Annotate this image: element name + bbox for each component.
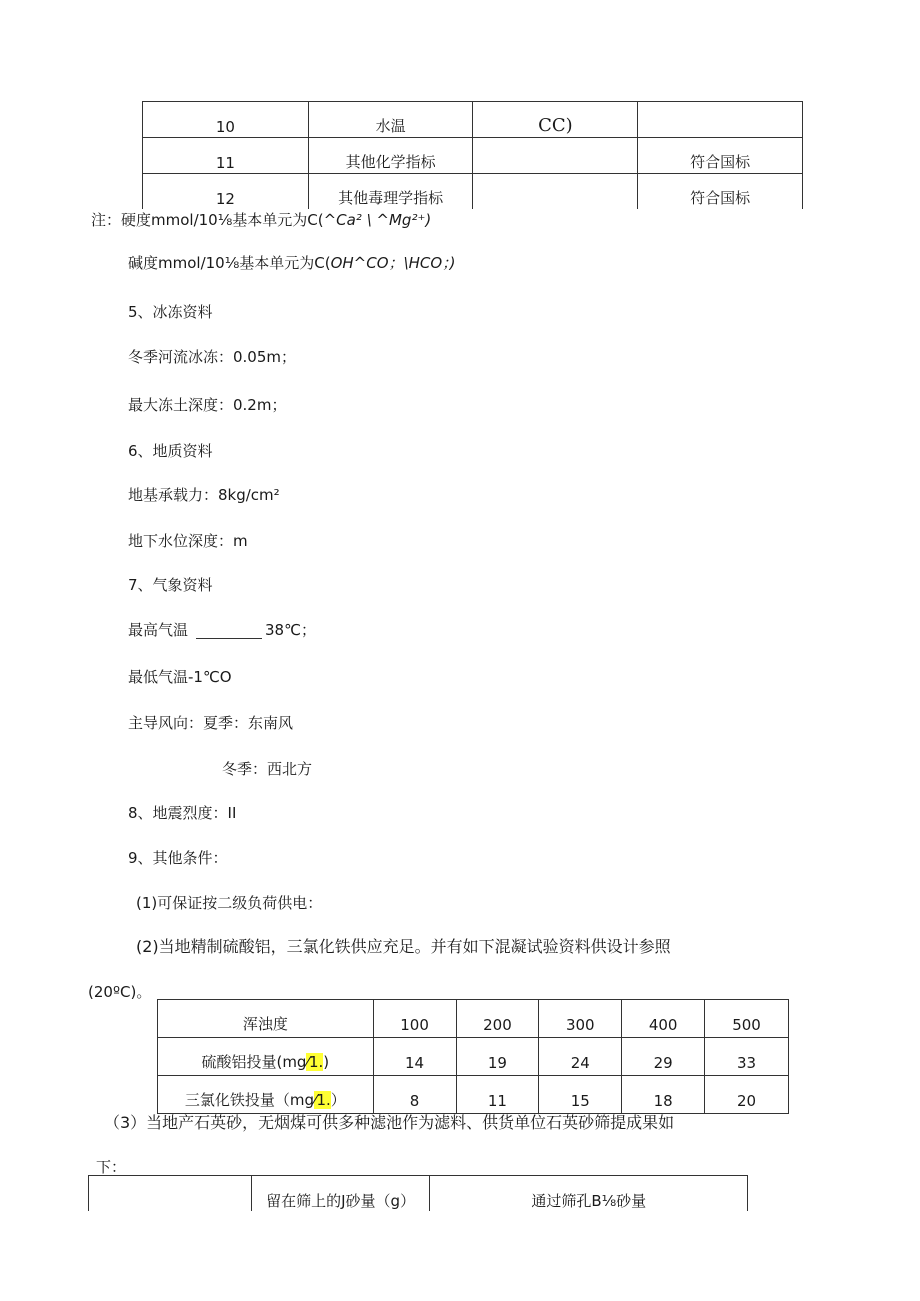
row-item: 水温 <box>308 102 473 138</box>
filter-media-note-cont: 下： <box>96 1158 127 1176</box>
coagulation-table <box>157 999 789 1114</box>
filter-media-note: （3）当地产石英砂，无烟煤可供多种滤池作为滤料、供货单位石英砂筛提成果如 <box>104 1113 675 1132</box>
blank-underline <box>196 623 262 639</box>
frozen-soil-depth: 最大冻土深度：0.2m； <box>128 396 287 414</box>
dose-value: 20 <box>705 1076 789 1114</box>
sieve-col-blank <box>89 1176 252 1212</box>
row-number: 10 <box>143 102 309 138</box>
sieve-col-retained: 留在筛上的J砂量（g） <box>251 1176 430 1212</box>
dose-label: 硫酸铝投量(mg⁄1.) <box>158 1038 374 1076</box>
water-quality-table <box>142 101 803 209</box>
wind-winter: 冬季：西北方 <box>222 760 313 778</box>
row-item: 其他毒理学指标 <box>308 174 473 210</box>
dose-label: 三氯化铁投量（mg⁄1.） <box>158 1076 374 1114</box>
dose-value: 11 <box>456 1076 539 1114</box>
table-row <box>143 102 803 138</box>
wind-summer: 主导风向：夏季：东南风 <box>128 714 294 732</box>
max-temperature: 最高气温 38℃； <box>128 621 316 639</box>
dose-value: 33 <box>705 1038 789 1076</box>
groundwater-depth: 地下水位深度：m <box>128 532 248 550</box>
section-title: 6、地质资料 <box>128 442 213 460</box>
section-title: 9、其他条件： <box>128 849 228 867</box>
dose-value: 14 <box>373 1038 456 1076</box>
table-row <box>158 1038 789 1076</box>
hardness-formula: ^Ca² \ ^Mg²⁺) <box>323 211 432 229</box>
turbidity-value: 400 <box>622 1000 705 1038</box>
sieve-col-passing: 通过筛孔B⅛砂量 <box>430 1176 748 1212</box>
alkalinity-note: 碱度mmol/10⅛基本单元为C(OH^CO；\HCO；) <box>128 254 456 272</box>
row-number: 11 <box>143 138 309 174</box>
row-value <box>473 174 638 210</box>
dose-value: 15 <box>539 1076 622 1114</box>
section-title: 7、气象资料 <box>128 576 213 594</box>
row-value <box>473 138 638 174</box>
hardness-note: 注：硬度mmol/10⅛基本单元为C(^Ca² \ ^Mg²⁺) <box>91 211 432 229</box>
river-freeze: 冬季河流冰冻：0.05m； <box>128 348 297 366</box>
seismic-intensity: 8、地震烈度：II <box>128 804 237 822</box>
turbidity-value: 100 <box>373 1000 456 1038</box>
row-number: 12 <box>143 174 309 210</box>
table-row <box>158 1076 789 1114</box>
dose-value: 19 <box>456 1038 539 1076</box>
dose-value: 8 <box>373 1076 456 1114</box>
row-item: 其他化学指标 <box>308 138 473 174</box>
turbidity-value: 300 <box>539 1000 622 1038</box>
highlight: ⁄1. <box>313 1091 331 1109</box>
turbidity-value: 200 <box>456 1000 539 1038</box>
table-row <box>143 174 803 210</box>
coagulant-supply: (2)当地精制硫酸铝，三氯化铁供应充足。并有如下混凝试验资料供设计参照 <box>136 937 671 956</box>
turbidity-value: 500 <box>705 1000 789 1038</box>
row-remark: 符合国标 <box>638 138 803 174</box>
table-row <box>89 1176 748 1212</box>
bearing-capacity: 地基承载力：8kg∕cm² <box>128 486 280 504</box>
turbidity-header: 浑浊度 <box>158 1000 374 1038</box>
dose-value: 24 <box>539 1038 622 1076</box>
power-supply: (1)可保证按二级负荷供电： <box>136 894 323 912</box>
section-title: 5、冰冻资料 <box>128 303 213 321</box>
sieve-table <box>88 1175 748 1211</box>
dose-value: 18 <box>622 1076 705 1114</box>
row-remark <box>638 102 803 138</box>
table-row <box>143 138 803 174</box>
row-remark: 符合国标 <box>638 174 803 210</box>
coagulant-supply-cont: (20ºC)。 <box>88 983 152 1001</box>
dose-value: 29 <box>622 1038 705 1076</box>
min-temperature: 最低气温-1℃O <box>128 668 232 686</box>
alkalinity-formula: OH^CO；\HCO；) <box>330 254 456 272</box>
table-row <box>158 1000 789 1038</box>
highlight: ⁄1. <box>306 1053 324 1071</box>
row-value: CC) <box>473 102 638 138</box>
